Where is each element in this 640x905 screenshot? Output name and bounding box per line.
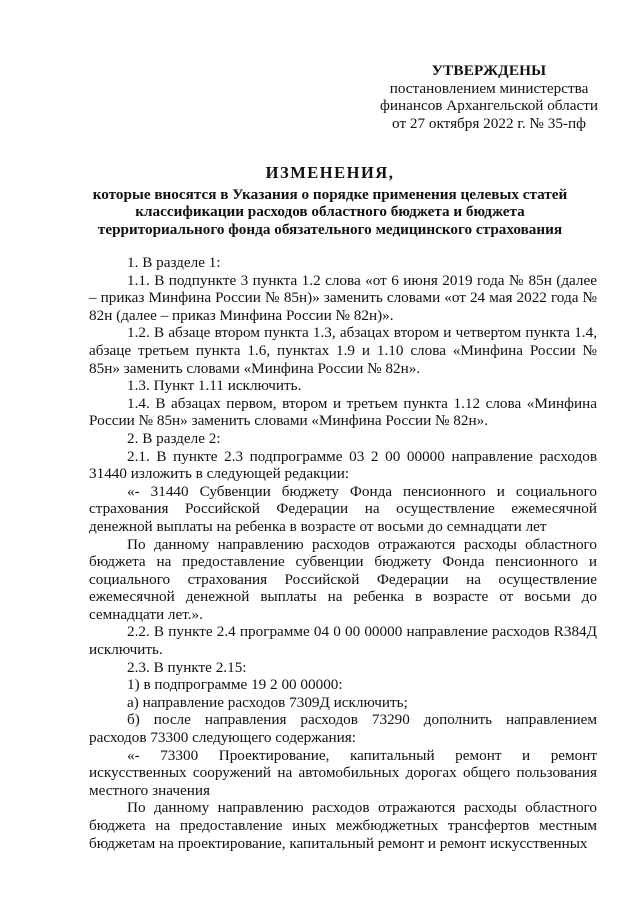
title-line: классификации расходов областного бюджета и бюджета [135,203,525,221]
title-line: территориального фонда обязательного медицинского страхования [97,220,563,238]
paragraph: 2. В разделе 2: [127,429,221,447]
approval-line: финансов Архангельской области [379,97,598,115]
paragraph: а) направление расходов 7309Д исключить; [127,693,408,711]
paragraph: б) после направления расходов 73290 дополнить направлением расходов 73300 следующего содержания: [89,711,597,747]
paragraph: По данному направлению расходов отражаются расходы областного бюджета на предоставление иных межбюджетных трансфертов местным бюджетам на проектирование, капитальный ремонт и ремонт искусственных [89,799,597,852]
paragraph: 1.4. В абзацах первом, втором и третьем пункта 1.12 слова «Минфина России № 85н» заменить словами «Минфина России № 82н». [89,394,597,430]
paragraph: 2.1. В пункте 2.3 подпрограмме 03 2 00 00000 направление расходов 31440 изложить в следующей редакции: [89,447,597,483]
paragraph: «- 31440 Субвенции бюджету Фонда пенсионного и социального страхования Российской Федерации на осуществление ежемесячной денежной выплаты на ребенка в возрасте от восьми до семнадцати лет [89,482,597,535]
title-line: которые вносятся в Указания о порядке применения целевых статей [92,185,568,203]
approval-line: от 27 октября 2022 г. № 35-пф [392,114,586,132]
paragraph: 1.1. В подпункте 3 пункта 1.2 слова «от 6 июня 2019 года № 85н (далее – приказ Минфина России № 85н)» заменить словами «от 24 мая 2022 года № 82н (далее – приказ Минфина России № 82н)». [89,271,597,324]
paragraph: 1.3. Пункт 1.11 исключить. [127,377,302,395]
paragraph: 1) в подпрограмме 19 2 00 00000: [127,676,343,694]
paragraph: 2.2. В пункте 2.4 программе 04 0 00 00000 направление расходов R384Д исключить. [89,623,597,659]
paragraph: По данному направлению расходов отражаются расходы областного бюджета на предоставление субвенции бюджету Фонда пенсионного и социального страхования Российской Федерации на осуществление ежемесячной денежной выплаты на ребенка в возрасте от восьми до семнадцати лет.». [89,535,597,623]
paragraph: 1. В разделе 1: [127,254,221,271]
approval-stamp [374,62,604,132]
title-main: ИЗМЕНЕНИЯ, [265,163,395,182]
approval-heading: УТВЕРЖДЕНЫ [431,62,547,79]
paragraph: 1.2. В абзаце втором пункта 1.3, абзацах втором и четвертом пункта 1.4, абзаце третьем пункта 1.6, пунктах 1.9 и 1.10 слова «Минфина России № 85н» заменить словами «Минфина России № 82н». [89,324,597,377]
paragraph: «- 73300 Проектирование, капитальный ремонт и ремонт искусственных сооружений на автомобильных дорогах общего пользования местного значения [89,746,597,799]
paragraph: 2.3. В пункте 2.15: [127,658,247,676]
approval-line: постановлением министерства [389,79,589,97]
document-title [60,164,600,238]
document-body [89,254,597,852]
